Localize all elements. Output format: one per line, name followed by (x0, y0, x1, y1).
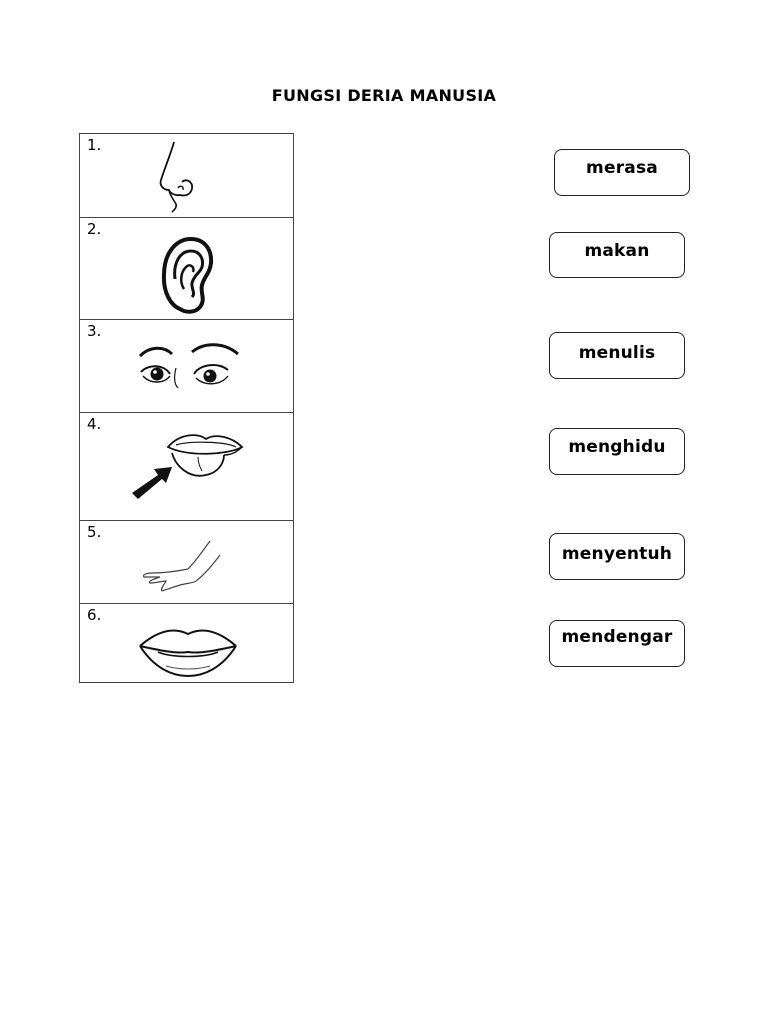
nose-icon (158, 140, 204, 214)
word-label: mendengar (561, 627, 673, 647)
table-row-6 (80, 604, 293, 683)
word-box-menulis[interactable] (549, 332, 685, 379)
row-number: 4. (87, 415, 102, 433)
row-number: 3. (87, 322, 102, 340)
word-label: menyentuh (561, 544, 673, 564)
table-row-5 (80, 521, 293, 604)
table-row-3 (80, 320, 293, 413)
table-row-2 (80, 218, 293, 320)
mouth-icon (136, 622, 240, 680)
organ-table (79, 133, 294, 683)
word-label: makan (584, 241, 650, 261)
row-number: 6. (87, 606, 102, 624)
eyes-icon (136, 340, 242, 398)
row-number: 1. (87, 136, 102, 154)
word-box-menghidu[interactable] (549, 428, 685, 475)
word-box-makan[interactable] (549, 232, 685, 278)
row-number: 5. (87, 523, 102, 541)
word-label: menghidu (568, 437, 666, 457)
tongue-icon (128, 427, 248, 507)
table-row-1 (80, 134, 293, 218)
hand-icon (138, 537, 222, 599)
ear-icon (160, 235, 214, 315)
word-label: menulis (578, 343, 656, 363)
word-box-merasa[interactable] (554, 149, 690, 196)
table-row-4 (80, 413, 293, 521)
word-box-menyentuh[interactable] (549, 533, 685, 580)
word-box-mendengar[interactable] (549, 620, 685, 667)
worksheet-title: FUNGSI DERIA MANUSIA (271, 86, 497, 105)
row-number: 2. (87, 220, 102, 238)
word-label: merasa (586, 158, 658, 178)
